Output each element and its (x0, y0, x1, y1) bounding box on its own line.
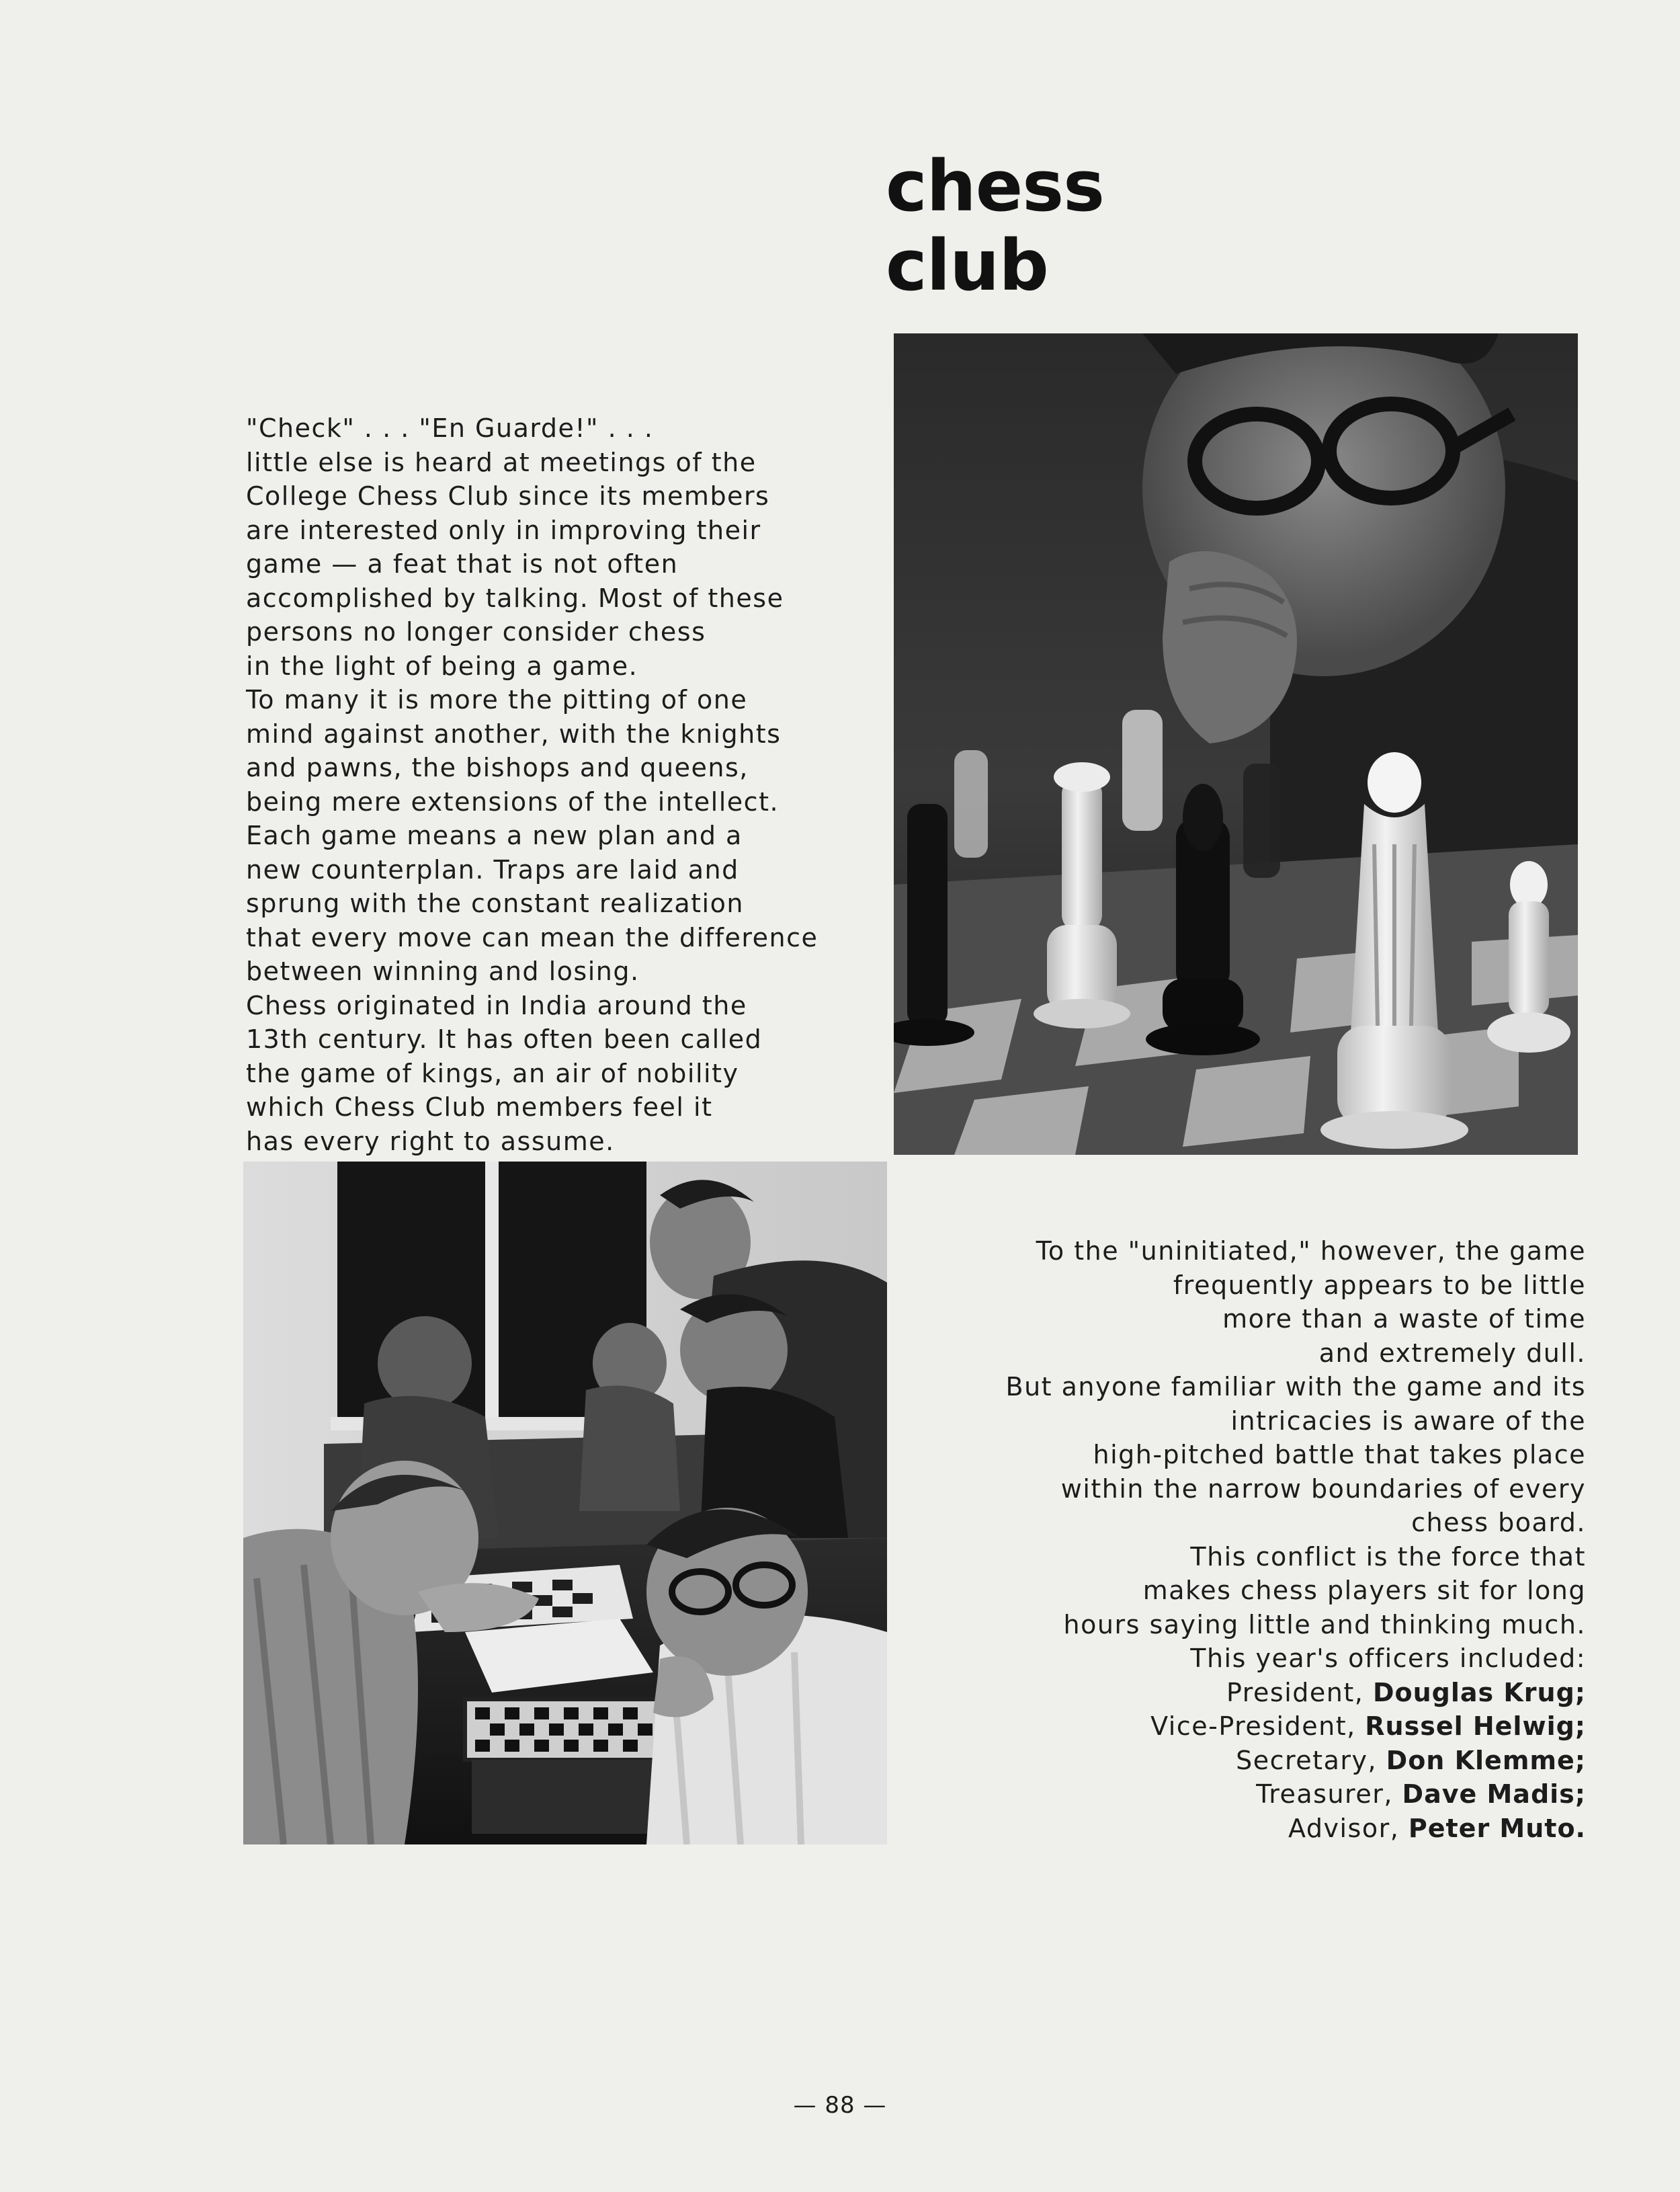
title-line-2: club (886, 225, 1048, 307)
closing-line: and extremely dull. (1318, 1338, 1586, 1368)
intro-line: Chess originated in India around the (246, 990, 747, 1020)
officer-secretary (927, 1744, 1586, 1778)
intro-line: mind against another, with the knights (246, 719, 782, 749)
closing-line: This conflict is the force that (1190, 1541, 1586, 1572)
officer-name: Don Klemme; (1386, 1745, 1586, 1775)
intro-line: College Chess Club since its members (246, 481, 770, 511)
intro-line: sprung with the constant realization (246, 889, 744, 918)
closing-line: within the narrow boundaries of every (1060, 1473, 1586, 1504)
officer-name: Peter Muto. (1408, 1813, 1586, 1843)
intro-line: new counterplan. Traps are laid and (246, 854, 739, 885)
intro-line: which Chess Club members feel it (246, 1092, 713, 1122)
title-line-1: chess (886, 145, 1105, 227)
intro-line: in the light of being a game. (246, 651, 638, 681)
intro-line: accomplished by talking. Most of these (246, 583, 784, 613)
officer-role: Vice-President, (1150, 1711, 1356, 1741)
intro-line: persons no longer consider chess (246, 617, 706, 647)
photo-closeup-image (894, 333, 1578, 1155)
photo-chess-player-closeup (894, 333, 1578, 1155)
intro-line: that every move can mean the difference (246, 922, 818, 952)
intro-line: little else is heard at meetings of the (246, 447, 757, 477)
officer-role: Treasurer, (1256, 1779, 1393, 1809)
closing-line: But anyone familiar with the game and its (1005, 1372, 1586, 1402)
page-number: — 88 — (793, 2092, 887, 2119)
officer-name: Douglas Krug; (1372, 1677, 1586, 1707)
closing-line: intricacies is aware of the (1230, 1406, 1586, 1436)
closing-line: more than a waste of time (1222, 1304, 1586, 1334)
closing-line: This year's officers included: (1190, 1643, 1586, 1673)
closing-line: chess board. (1411, 1508, 1586, 1537)
intro-line: the game of kings, an air of nobility (246, 1058, 739, 1088)
intro-line: and pawns, the bishops and queens, (246, 753, 749, 782)
intro-line: "Check" . . . "En Guarde!" . . . (246, 413, 654, 443)
page-title (886, 147, 1104, 305)
closing-line: To the "uninitiated," however, the game (1036, 1236, 1586, 1266)
closing-line: hours saying little and thinking much. (1063, 1609, 1586, 1639)
intro-line: game — a feat that is not often (246, 549, 679, 579)
intro-line: between winning and losing. (246, 957, 640, 986)
officer-vice-president (927, 1709, 1586, 1744)
closing-line: high-pitched battle that takes place (1093, 1440, 1586, 1469)
intro-line: has every right to assume. (246, 1126, 615, 1156)
officer-treasurer (927, 1777, 1586, 1812)
photo-club-members-playing (243, 1162, 887, 1844)
intro-paragraph (246, 411, 851, 1158)
officer-president (927, 1676, 1586, 1710)
intro-line: Each game means a new plan and a (246, 821, 743, 850)
intro-line: being mere extensions of the intellect. (246, 786, 780, 817)
closing-line: makes chess players sit for long (1142, 1576, 1586, 1605)
officer-role: President, (1226, 1677, 1364, 1707)
photo-group-image (243, 1162, 887, 1844)
intro-line: 13th century. It has often been called (246, 1024, 763, 1054)
officer-role: Secretary, (1236, 1745, 1378, 1775)
intro-line: To many it is more the pitting of one (246, 685, 748, 715)
closing-line: frequently appears to be little (1173, 1270, 1586, 1300)
closing-paragraph (927, 1234, 1586, 1845)
intro-line: are interested only in improving their (246, 515, 761, 545)
officer-name: Dave Madis; (1402, 1779, 1586, 1809)
officer-role: Advisor, (1288, 1813, 1400, 1843)
officer-name: Russel Helwig; (1365, 1711, 1586, 1741)
officer-advisor (927, 1812, 1586, 1846)
